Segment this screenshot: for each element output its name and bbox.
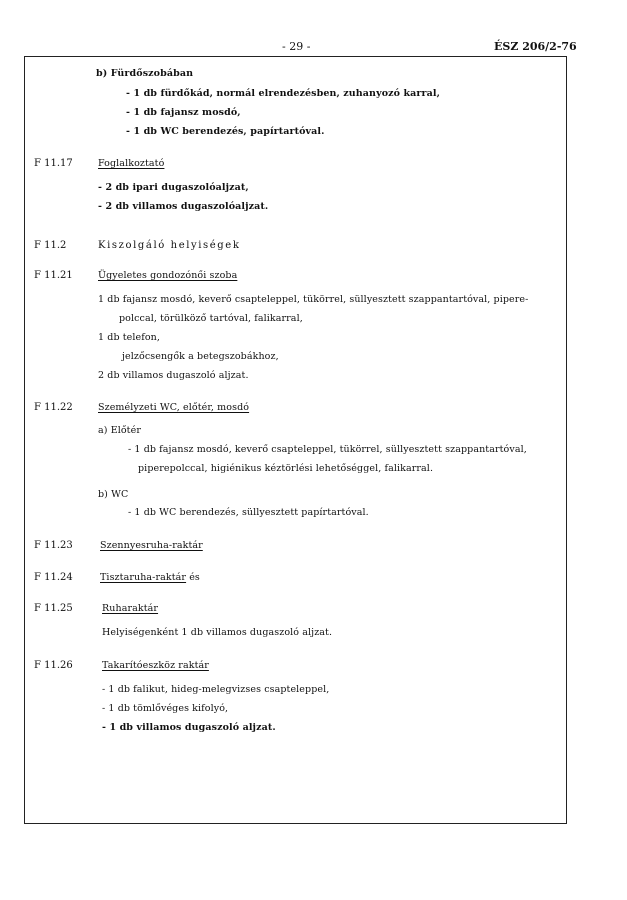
section-title-line [100, 572, 200, 583]
text-line: 2 db villamos dugaszoló aljzat. [98, 370, 249, 381]
section-title: Személyzeti WC, előtér, mosdó [98, 402, 250, 413]
text-line: piperepolccal, higiénikus kéztörlési lehetőséggel, falikarral. [138, 463, 434, 474]
bathroom-item: - 1 db WC berendezés, papírtartóval. [126, 126, 325, 137]
page-number: - 29 - [282, 40, 311, 53]
section-code: F 11.23 [34, 540, 73, 551]
text-line: 1 db fajansz mosdó, keverő csapteleppel, tükörrel, süllyesztett szappantartóval, pipere- [98, 294, 529, 305]
text-line: polccal, törülköző tartóval, falikarral, [119, 313, 303, 324]
section-title: Tisztaruha-raktár [100, 572, 187, 583]
section-title: Foglalkoztató [98, 158, 165, 169]
section-code: F 11.24 [34, 572, 73, 583]
list-item: - 1 db tömlővéges kifolyó, [102, 703, 229, 714]
section-title: Ruharaktár [102, 603, 159, 614]
list-item: - 1 db villamos dugaszoló aljzat. [102, 722, 276, 733]
subsection-label: a) Előtér [98, 425, 141, 436]
document-id: ÉSZ 206/2-76 [494, 40, 577, 53]
list-item: - 2 db villamos dugaszolóaljzat. [98, 201, 269, 212]
bathroom-item: - 1 db fürdőkád, normál elrendezésben, zuhanyozó karral, [126, 88, 440, 99]
section-code: F 11.26 [34, 660, 73, 671]
text-line: 1 db telefon, [98, 332, 161, 343]
bathroom-title: b) Fürdőszobában [96, 68, 194, 79]
bathroom-item: - 1 db fajansz mosdó, [126, 107, 241, 118]
list-item: - 2 db ipari dugaszolóaljzat, [98, 182, 249, 193]
text-line: - 1 db fajansz mosdó, keverő csapteleppel, tükörrel, süllyesztett szappantartóval, [128, 444, 527, 455]
section-title-suffix: és [186, 572, 200, 583]
text-line: Helyiségenként 1 db villamos dugaszoló aljzat. [102, 627, 333, 638]
section-code: F 11.22 [34, 402, 73, 413]
section-title: Takarítóeszköz raktár [102, 660, 209, 671]
text-line: - 1 db WC berendezés, süllyesztett papírtartóval. [128, 507, 369, 518]
section-title: Ügyeletes gondozónői szoba [98, 270, 238, 281]
section-code: F 11.2 [34, 240, 67, 251]
subsection-label: b) WC [98, 489, 129, 500]
section-title: Kiszolgáló helyiségek [98, 240, 241, 251]
text-line: jelzőcsengők a betegszobákhoz, [122, 351, 279, 362]
section-code: F 11.17 [34, 158, 73, 169]
section-title: Szennyesruha-raktár [100, 540, 203, 551]
section-code: F 11.25 [34, 603, 73, 614]
section-code: F 11.21 [34, 270, 73, 281]
list-item: - 1 db falikut, hideg-melegvizses csapteleppel, [102, 684, 330, 695]
